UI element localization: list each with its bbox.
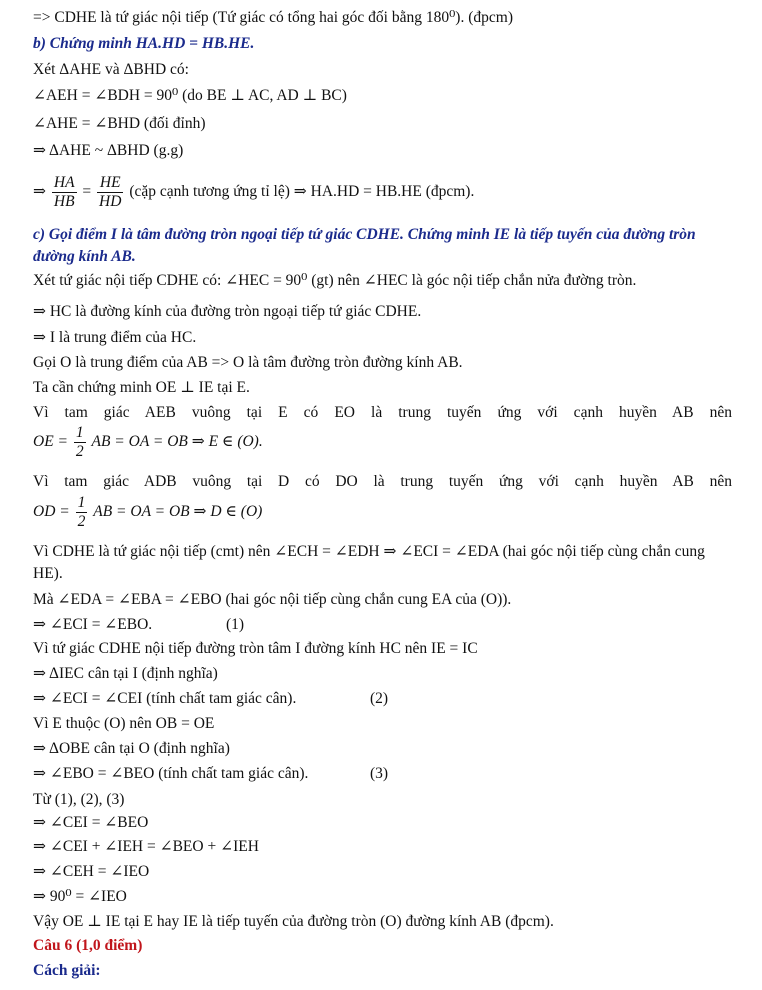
tag-2: (2) [370, 690, 389, 707]
line-17: OD = $\frac{1}{2}$ AB = OA = OB ⇒ D ∈ (O) [33, 494, 263, 530]
question-6-heading: Câu 6 (1,0 điểm) [33, 937, 143, 954]
fraction-ha-hb: $\frac{HA}{HB}$ [53, 174, 75, 210]
line-28: Từ (1), (2), (3) [33, 791, 125, 808]
line-9: Xét tứ giác nội tiếp CDHE có: ∠HEC = 90⁰ (gt) nên ∠HEC là góc nội tiếp chắn nửa đường tròn. [33, 272, 637, 289]
fraction-one-half: $\frac{1}{2}$ [75, 424, 84, 460]
fraction-one-half-2: $\frac{1}{2}$ [77, 494, 86, 530]
line-20: Mà ∠EDA = ∠EBA = ∠EBO (hai góc nội tiếp cùng chắn cung EA của (O)). [33, 591, 512, 608]
line-11: ⇒ I là trung điểm của HC. [33, 329, 197, 346]
line-15: OE = $\frac{1}{2}$ AB = OA = OB ⇒ E ∈ (O). [33, 424, 263, 460]
implies-symbol: ⇒ [33, 183, 46, 201]
line-3: Xét ΔAHE và ΔBHD có: [33, 61, 189, 78]
line-32: ⇒ 90⁰ = ∠IEO [33, 888, 127, 905]
fraction-line [33, 174, 732, 211]
line-1: => CDHE là tứ giác nội tiếp (Tứ giác có tổng hai góc đối bằng 180⁰). (đpcm) [33, 9, 513, 26]
line-25: Vì E thuộc (O) nên OB = OE [33, 715, 215, 732]
equals-sign: = [82, 183, 92, 201]
line-10: ⇒ HC là đường kính của đường tròn ngoại tiếp tứ giác CDHE. [33, 303, 422, 320]
line-13: Ta cần chứng minh OE ⊥ IE tại E. [33, 379, 250, 396]
line-27: ⇒ ∠EBO = ∠BEO (tính chất tam giác cân). [33, 765, 309, 782]
line-26: ⇒ ΔOBE cân tại O (định nghĩa) [33, 740, 230, 757]
solution-heading: Cách giải: [33, 962, 101, 979]
line-14: Vì tam giác AEB vuông tại E có EO là trung tuyến ứng với cạnh huyền AB nên [33, 404, 732, 421]
line-21: ⇒ ∠ECI = ∠EBO. [33, 616, 153, 633]
line-6: ⇒ ΔAHE ~ ΔBHD (g.g) [33, 142, 184, 159]
line-23: ⇒ ΔIEC cân tại I (định nghĩa) [33, 665, 218, 682]
line-30: ⇒ ∠CEI + ∠IEH = ∠BEO + ∠IEH [33, 838, 259, 855]
line-33: Vậy OE ⊥ IE tại E hay IE là tiếp tuyến của đường tròn (O) đường kính AB (đpcm). [33, 913, 554, 930]
line-5: ∠AHE = ∠BHD (đối đỉnh) [33, 115, 206, 132]
line-29: ⇒ ∠CEI = ∠BEO [33, 814, 149, 831]
section-c-heading: c) Gọi điểm I là tâm đường tròn ngoại tiếp tứ giác CDHE. Chứng minh IE là tiếp tuyến của đường tròn đường kính AB. [33, 226, 696, 265]
tag-3: (3) [370, 765, 389, 782]
line-24: ⇒ ∠ECI = ∠CEI (tính chất tam giác cân). [33, 690, 297, 707]
fraction-he-hd: $\frac{HE}{HD}$ [99, 174, 122, 210]
fraction-conclusion: (cặp cạnh tương ứng tỉ lệ) ⇒ HA.HD = HB.HE (đpcm). [129, 183, 475, 201]
line-31: ⇒ ∠CEH = ∠IEO [33, 863, 150, 880]
line-18: Vì CDHE là tứ giác nội tiếp (cmt) nên ∠ECH = ∠EDH ⇒ ∠ECI = ∠EDA (hai góc nội tiếp cùng chắn cung HE). [33, 543, 705, 582]
line-12: Gọi O là trung điểm của AB => O là tâm đường tròn đường kính AB. [33, 354, 463, 371]
line-4: ∠AEH = ∠BDH = 90⁰ (do BE ⊥ AC, AD ⊥ BC) [33, 87, 347, 104]
section-b-heading: b) Chứng minh HA.HD = HB.HE. [33, 35, 255, 52]
line-16: Vì tam giác ADB vuông tại D có DO là trung tuyến ứng với cạnh huyền AB nên [33, 473, 732, 490]
line-22: Vì tứ giác CDHE nội tiếp đường tròn tâm I đường kính HC nên IE = IC [33, 640, 478, 657]
tag-1: (1) [226, 616, 245, 633]
